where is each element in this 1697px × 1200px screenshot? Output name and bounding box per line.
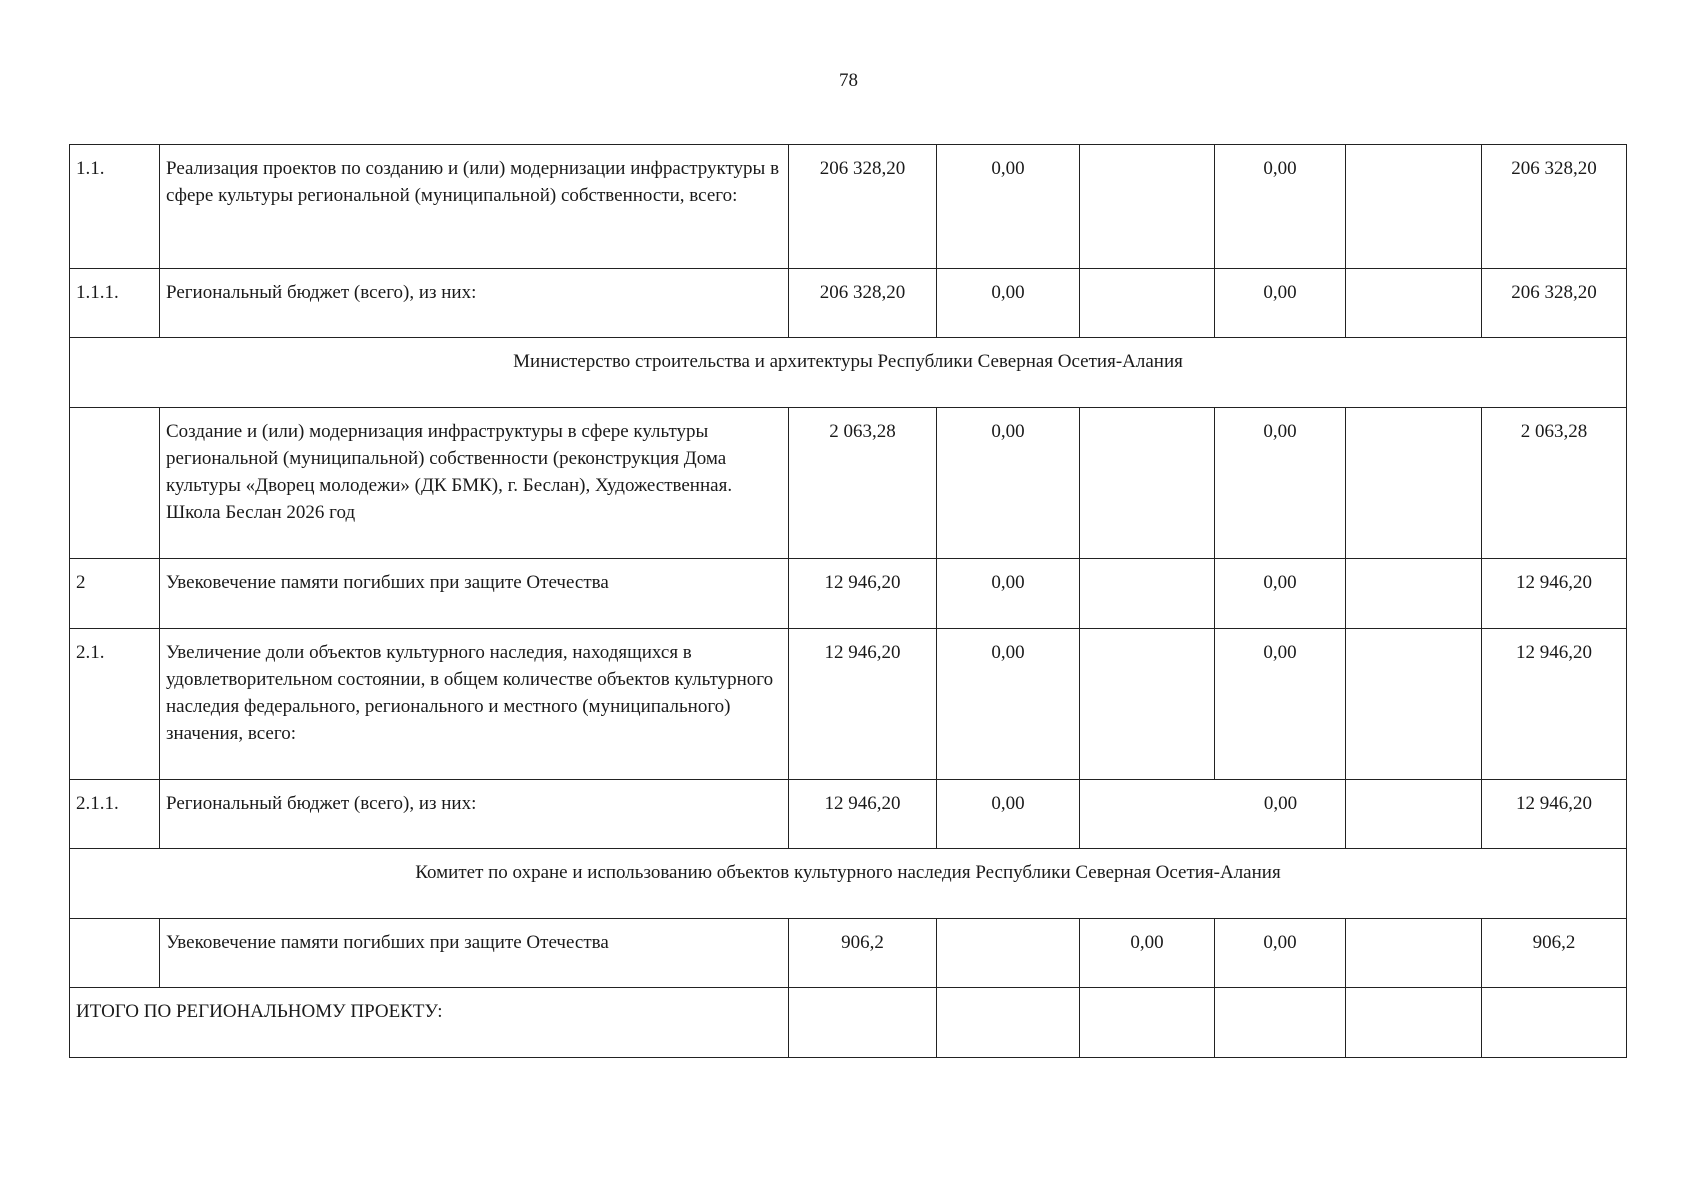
table-row <box>70 780 1627 849</box>
cell-value: 906,2 <box>1482 919 1627 988</box>
cell-value <box>1080 559 1215 629</box>
row-code: 2.1. <box>70 629 160 780</box>
table-row <box>70 408 1627 559</box>
cell-value <box>1346 145 1482 269</box>
row-name: Увековечение памяти погибших при защите Отечества <box>160 919 789 988</box>
cell-value: 2 063,28 <box>1482 408 1627 559</box>
cell-value: 0,00 <box>937 269 1080 338</box>
cell-value <box>1080 988 1215 1058</box>
table-row <box>70 559 1627 629</box>
section-title: Министерство строительства и архитектуры Республики Северная Осетия-Алания <box>70 338 1627 408</box>
cell-value: 12 946,20 <box>789 780 937 849</box>
section-title: Комитет по охране и использованию объектов культурного наследия Республики Северная Осетия-Алания <box>70 849 1627 919</box>
page-number: 78 <box>839 70 858 91</box>
cell-value: 0,00 <box>937 780 1080 849</box>
total-row <box>70 988 1627 1058</box>
cell-value: 0,00 <box>1215 145 1346 269</box>
cell-value <box>937 988 1080 1058</box>
cell-value <box>1080 629 1215 780</box>
budget-table <box>69 144 1627 1058</box>
cell-value: 12 946,20 <box>789 559 937 629</box>
cell-value: 206 328,20 <box>789 269 937 338</box>
row-code <box>70 919 160 988</box>
row-name: Увеличение доли объектов культурного наследия, находящихся в удовлетворительном состоянии, в общем количестве объектов культурного наследия федерального, регионального и местного (муниципального) значения, всего: <box>160 629 789 780</box>
cell-value: 0,00 <box>1215 408 1346 559</box>
row-code: 1.1. <box>70 145 160 269</box>
row-code <box>70 408 160 559</box>
cell-value <box>1215 988 1346 1058</box>
table-row <box>70 269 1627 338</box>
row-name: Региональный бюджет (всего), из них: <box>160 780 789 849</box>
cell-value <box>1346 919 1482 988</box>
row-code: 2 <box>70 559 160 629</box>
cell-value: 206 328,20 <box>789 145 937 269</box>
table-row <box>70 145 1627 269</box>
row-name: Увековечение памяти погибших при защите Отечества <box>160 559 789 629</box>
cell-value: 12 946,20 <box>1482 780 1627 849</box>
cell-value <box>1346 408 1482 559</box>
cell-value <box>1346 988 1482 1058</box>
cell-value <box>1346 780 1482 849</box>
cell-value <box>1080 408 1215 559</box>
table-row <box>70 629 1627 780</box>
cell-value: 0,00 <box>937 145 1080 269</box>
cell-value <box>1346 559 1482 629</box>
row-name: Региональный бюджет (всего), из них: <box>160 269 789 338</box>
cell-value: 206 328,20 <box>1482 145 1627 269</box>
cell-value: 0,00 <box>1263 793 1298 814</box>
cell-value: 0,00 <box>1215 629 1346 780</box>
row-name: Реализация проектов по созданию и (или) модернизации инфраструктуры в сфере культуры региональной (муниципальной) собственности, всего: <box>160 145 789 269</box>
row-name: Создание и (или) модернизация инфраструктуры в сфере культуры региональной (муниципальной) собственности (реконструкция Дома культуры «Дворец молодежи» (ДК БМК), г. Беслан), Художественная. Школа Беслан 2026 год <box>160 408 789 559</box>
cell-value: 12 946,20 <box>789 629 937 780</box>
cell-value: 0,00 <box>937 559 1080 629</box>
cell-value <box>1346 629 1482 780</box>
cell-value <box>1346 269 1482 338</box>
merged-cell-value <box>1080 780 1346 849</box>
cell-value: 0,00 <box>937 629 1080 780</box>
cell-value: 12 946,20 <box>1482 559 1627 629</box>
total-label: ИТОГО ПО РЕГИОНАЛЬНОМУ ПРОЕКТУ: <box>70 988 789 1058</box>
cell-value: 206 328,20 <box>1482 269 1627 338</box>
cell-value: 0,00 <box>1215 919 1346 988</box>
row-code: 1.1.1. <box>70 269 160 338</box>
table-row <box>70 919 1627 988</box>
cell-value <box>937 919 1080 988</box>
section-row <box>70 338 1627 408</box>
cell-value: 0,00 <box>937 408 1080 559</box>
cell-value <box>1080 145 1215 269</box>
cell-value: 12 946,20 <box>1482 629 1627 780</box>
cell-value: 0,00 <box>1215 269 1346 338</box>
section-row <box>70 849 1627 919</box>
cell-value: 0,00 <box>1215 559 1346 629</box>
cell-value <box>1080 269 1215 338</box>
cell-value <box>789 988 937 1058</box>
cell-value: 0,00 <box>1080 919 1215 988</box>
cell-value: 906,2 <box>789 919 937 988</box>
cell-value: 2 063,28 <box>789 408 937 559</box>
row-code: 2.1.1. <box>70 780 160 849</box>
cell-value <box>1482 988 1627 1058</box>
